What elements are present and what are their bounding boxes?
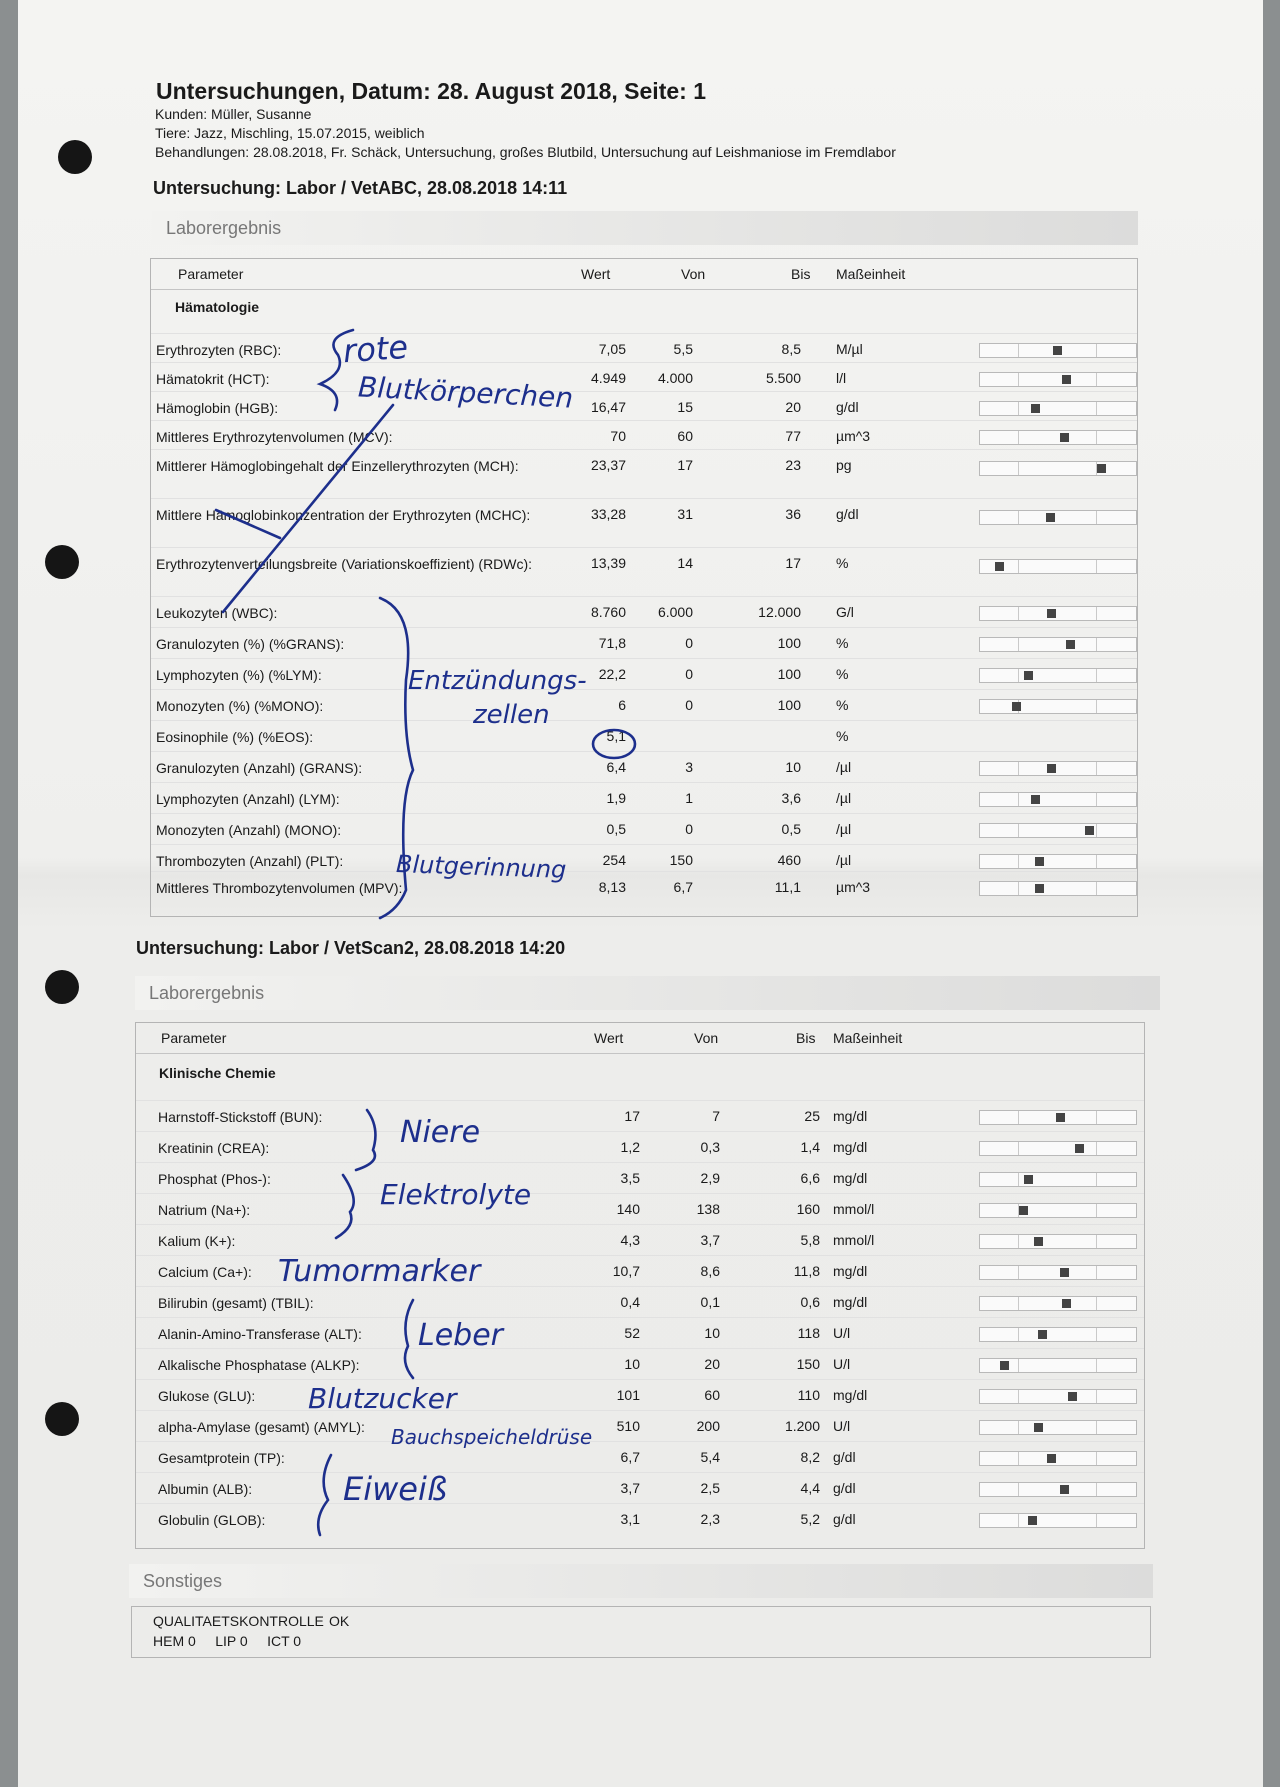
note-blutzucker: Blutzucker xyxy=(308,1382,457,1415)
range-min: 1 xyxy=(685,790,693,806)
range-max: 8,2 xyxy=(800,1449,820,1465)
parameter-label: Kalium (K+): xyxy=(158,1233,236,1249)
range-max: 11,1 xyxy=(774,879,801,895)
lab-report-sheet xyxy=(18,0,1263,1787)
parameter-label: Mittleres Erythrozytenvolumen (MCV): xyxy=(156,429,393,445)
exam2-title: Untersuchung: Labor / VetScan2, 28.08.2018 14:20 xyxy=(136,938,566,958)
value: 22,2 xyxy=(598,666,626,682)
range-max: 25 xyxy=(804,1108,820,1124)
range-min: 15 xyxy=(677,399,693,415)
unit: mg/dl xyxy=(833,1387,868,1403)
range-max: 23 xyxy=(785,457,801,473)
range-max: 110 xyxy=(797,1387,820,1403)
range-min: 10 xyxy=(704,1325,720,1341)
value: 17 xyxy=(624,1108,640,1124)
parameter-label: Hämoglobin (HGB): xyxy=(156,400,279,416)
note-tumormarker: Tumormarker xyxy=(278,1254,481,1289)
range-min: 3 xyxy=(685,759,693,775)
parameter-label: Mittlere Hämoglobinkonzentration der Erythrozyten (MCHC): xyxy=(156,507,531,523)
value: 10 xyxy=(624,1356,640,1372)
value: 8,13 xyxy=(598,879,626,895)
note-elektrolyte: Elektrolyte xyxy=(380,1178,532,1211)
range-min: 0 xyxy=(685,635,693,651)
note-zellen: zellen xyxy=(473,700,550,730)
unit: /µl xyxy=(836,821,852,837)
value: 0,5 xyxy=(606,821,626,837)
col-von: Von xyxy=(681,266,706,282)
value: 510 xyxy=(616,1418,640,1434)
range-max: 1.200 xyxy=(784,1418,820,1434)
ink-brace-liver xyxy=(405,1300,413,1378)
value: 3,1 xyxy=(620,1511,640,1527)
unit: % xyxy=(836,666,849,682)
parameter-label: alpha-Amylase (gesamt) (AMYL): xyxy=(158,1419,365,1435)
unit: g/dl xyxy=(833,1449,856,1465)
value: 254 xyxy=(602,852,626,868)
col-von: Von xyxy=(694,1030,719,1046)
ink-brace-electrolytes xyxy=(336,1175,354,1238)
unit: µm^3 xyxy=(836,879,871,895)
parameter-label: Hämatokrit (HCT): xyxy=(156,371,270,387)
range-max: 0,6 xyxy=(800,1294,820,1310)
qc-label: QUALITAETSKONTROLLE xyxy=(153,1613,324,1629)
parameter-label: Bilirubin (gesamt) (TBIL): xyxy=(158,1295,314,1311)
unit: mg/dl xyxy=(833,1263,868,1279)
range-max: 1,4 xyxy=(800,1139,820,1155)
range-max: 11,8 xyxy=(793,1263,820,1279)
value: 13,39 xyxy=(590,555,626,571)
parameter-label: Mittlerer Hämoglobingehalt der Einzellerythrozyten (MCH): xyxy=(156,458,519,474)
col-parameter: Parameter xyxy=(178,266,244,282)
value: 6,4 xyxy=(606,759,626,775)
range-min: 6.000 xyxy=(657,604,693,620)
parameter-label: Erythrozyten (RBC): xyxy=(156,342,282,358)
col-wert: Wert xyxy=(594,1030,624,1046)
parameter-label: Leukozyten (WBC): xyxy=(156,605,278,621)
exam1-band-label: Laborergebnis xyxy=(166,218,282,238)
unit: % xyxy=(836,728,849,744)
range-max: 160 xyxy=(796,1201,820,1217)
col-bis: Bis xyxy=(796,1030,816,1046)
parameter-label: Alanin-Amino-Transferase (ALT): xyxy=(158,1326,362,1342)
note-eiweiss: Eiweiß xyxy=(343,1470,448,1508)
value: 71,8 xyxy=(598,635,626,651)
range-min: 4.000 xyxy=(657,370,693,386)
unit: U/l xyxy=(833,1325,851,1341)
ink-brace-red-cells xyxy=(320,330,353,410)
range-max: 36 xyxy=(785,506,801,522)
value: 1,9 xyxy=(606,790,626,806)
parameter-label: Erythrozytenverteilungsbreite (Variationskoeffizient) (RDWc): xyxy=(156,556,533,572)
value: 6,7 xyxy=(620,1449,640,1465)
unit: U/l xyxy=(833,1356,851,1372)
range-max: 10 xyxy=(785,759,801,775)
value: 7,05 xyxy=(598,341,626,357)
treatment-line: Behandlungen: 28.08.2018, Fr. Schäck, Untersuchung, großes Blutbild, Untersuchung auf Leishmaniose im Fremdlabor xyxy=(155,144,896,160)
range-max: 4,4 xyxy=(800,1480,820,1496)
parameter-label: Calcium (Ca+): xyxy=(158,1264,252,1280)
col-einheit: Maßeinheit xyxy=(836,266,906,282)
value: 6 xyxy=(618,697,626,713)
note-niere: Niere xyxy=(400,1115,481,1150)
customer-line: Kunden: Müller, Susanne xyxy=(155,106,312,122)
range-min: 20 xyxy=(704,1356,720,1372)
range-min: 17 xyxy=(677,457,693,473)
range-min: 150 xyxy=(669,852,693,868)
other-band-label: Sonstiges xyxy=(143,1571,223,1591)
unit: /µl xyxy=(836,852,852,868)
ink-brace-protein xyxy=(318,1455,331,1535)
note-entzuendungs: Entzündungs- xyxy=(408,666,587,696)
parameter-label: Mittleres Thrombozytenvolumen (MPV): xyxy=(156,880,403,896)
parameter-label: Monozyten (%) (%MONO): xyxy=(156,698,324,714)
document-title: Untersuchungen, Datum: 28. August 2018, Seite: 1 xyxy=(156,78,706,104)
range-max: 5,2 xyxy=(800,1511,820,1527)
range-max: 17 xyxy=(785,555,801,571)
qc-indices: HEM 0 LIP 0 ICT 0 xyxy=(153,1633,302,1649)
group-title: Klinische Chemie xyxy=(159,1065,276,1081)
range-min: 7 xyxy=(712,1108,720,1124)
range-min: 200 xyxy=(696,1418,720,1434)
range-min: 5,5 xyxy=(673,341,693,357)
unit: % xyxy=(836,697,849,713)
value: 101 xyxy=(616,1387,640,1403)
exam1-title: Untersuchung: Labor / VetABC, 28.08.2018 14:11 xyxy=(153,178,568,198)
note-rote: rote xyxy=(341,327,410,371)
ink-brace-kidney xyxy=(356,1110,375,1170)
parameter-label: Monozyten (Anzahl) (MONO): xyxy=(156,822,342,838)
value: 52 xyxy=(624,1325,640,1341)
value: 23,37 xyxy=(590,457,626,473)
parameter-label: Granulozyten (%) (%GRANS): xyxy=(156,636,345,652)
range-max: 0,5 xyxy=(781,821,801,837)
parameter-label: Lymphozyten (Anzahl) (LYM): xyxy=(156,791,340,807)
parameter-label: Lymphozyten (%) (%LYM): xyxy=(156,667,322,683)
ink-brace-white-cells xyxy=(380,598,413,918)
ink-strike xyxy=(216,510,280,538)
range-max: 20 xyxy=(785,399,801,415)
range-max: 5,8 xyxy=(800,1232,820,1248)
value: 140 xyxy=(616,1201,640,1217)
qc-value: OK xyxy=(329,1613,350,1629)
parameter-label: Granulozyten (Anzahl) (GRANS): xyxy=(156,760,363,776)
note-blutgerinnung: Blutgerinnung xyxy=(395,850,567,884)
parameter-label: Gesamtprotein (TP): xyxy=(158,1450,285,1466)
unit: mmol/l xyxy=(833,1232,875,1248)
range-min: 60 xyxy=(704,1387,720,1403)
unit: M/µl xyxy=(836,341,863,357)
parameter-label: Albumin (ALB): xyxy=(158,1481,253,1497)
value: 3,5 xyxy=(620,1170,640,1186)
parameter-label: Eosinophile (%) (%EOS): xyxy=(156,729,314,745)
parameter-label: Alkalische Phosphatase (ALKP): xyxy=(158,1357,360,1373)
unit: g/dl xyxy=(833,1511,856,1527)
unit: mg/dl xyxy=(833,1170,868,1186)
group-title: Hämatologie xyxy=(175,299,260,315)
note-leber: Leber xyxy=(418,1318,504,1353)
value: 33,28 xyxy=(590,506,626,522)
range-max: 100 xyxy=(777,666,801,682)
range-max: 118 xyxy=(797,1325,820,1341)
range-min: 60 xyxy=(677,428,693,444)
value: 5,1 xyxy=(606,728,626,744)
value: 0,4 xyxy=(620,1294,640,1310)
parameter-label: Glukose (GLU): xyxy=(158,1388,256,1404)
range-min: 138 xyxy=(696,1201,720,1217)
range-min: 8,6 xyxy=(700,1263,720,1279)
unit: pg xyxy=(836,457,852,473)
range-min: 6,7 xyxy=(673,879,693,895)
col-bis: Bis xyxy=(791,266,811,282)
exam2-band-label: Laborergebnis xyxy=(149,983,265,1003)
value: 1,2 xyxy=(620,1139,640,1155)
parameter-label: Kreatinin (CREA): xyxy=(158,1140,270,1156)
value: 10,7 xyxy=(612,1263,640,1279)
unit: mmol/l xyxy=(833,1201,875,1217)
parameter-label: Thrombozyten (Anzahl) (PLT): xyxy=(156,853,344,869)
unit: /µl xyxy=(836,759,852,775)
ink-circle-eos xyxy=(593,730,635,758)
unit: g/dl xyxy=(833,1480,856,1496)
range-max: 77 xyxy=(785,428,801,444)
unit: g/dl xyxy=(836,506,859,522)
parameter-label: Globulin (GLOB): xyxy=(158,1512,266,1528)
unit: mg/dl xyxy=(833,1139,868,1155)
range-max: 460 xyxy=(777,852,801,868)
unit: l/l xyxy=(836,370,847,386)
range-min: 0 xyxy=(685,666,693,682)
unit: % xyxy=(836,635,849,651)
range-max: 3,6 xyxy=(781,790,801,806)
range-min: 0 xyxy=(685,821,693,837)
range-max: 5.500 xyxy=(765,370,801,386)
ink-marks xyxy=(18,0,1263,1787)
range-min: 0,1 xyxy=(700,1294,720,1310)
ink-strike xyxy=(223,405,393,612)
range-min: 0,3 xyxy=(700,1139,720,1155)
range-min: 2,9 xyxy=(700,1170,720,1186)
value: 4.949 xyxy=(590,370,626,386)
value: 3,7 xyxy=(620,1480,640,1496)
range-min: 5,4 xyxy=(700,1449,720,1465)
range-min: 0 xyxy=(685,697,693,713)
range-max: 6,6 xyxy=(800,1170,820,1186)
unit: µm^3 xyxy=(836,428,871,444)
parameter-label: Harnstoff-Stickstoff (BUN): xyxy=(158,1109,323,1125)
range-max: 100 xyxy=(777,635,801,651)
unit: g/dl xyxy=(836,399,859,415)
col-wert: Wert xyxy=(581,266,611,282)
range-min: 2,5 xyxy=(700,1480,720,1496)
range-max: 150 xyxy=(796,1356,820,1372)
range-max: 100 xyxy=(777,697,801,713)
unit: mg/dl xyxy=(833,1108,868,1124)
unit: G/l xyxy=(836,604,854,620)
range-min: 14 xyxy=(677,555,693,571)
unit: mg/dl xyxy=(833,1294,868,1310)
range-min: 3,7 xyxy=(700,1232,720,1248)
parameter-label: Natrium (Na+): xyxy=(158,1202,251,1218)
animal-line: Tiere: Jazz, Mischling, 15.07.2015, weiblich xyxy=(155,125,425,141)
range-max: 8,5 xyxy=(781,341,801,357)
parameter-label: Phosphat (Phos-): xyxy=(158,1171,271,1187)
range-min: 2,3 xyxy=(700,1511,720,1527)
value: 4,3 xyxy=(620,1232,640,1248)
value: 8.760 xyxy=(590,604,626,620)
col-parameter: Parameter xyxy=(161,1030,227,1046)
col-einheit: Maßeinheit xyxy=(833,1030,903,1046)
value: 16,47 xyxy=(590,399,626,415)
unit: U/l xyxy=(833,1418,851,1434)
range-min: 31 xyxy=(677,506,693,522)
range-max: 12.000 xyxy=(758,604,801,620)
note-bauchspeicheldruese: Bauchspeicheldrüse xyxy=(391,1425,593,1449)
note-blutkoerperchen: Blutkörperchen xyxy=(357,370,574,415)
value: 70 xyxy=(610,428,626,444)
unit: /µl xyxy=(836,790,852,806)
unit: % xyxy=(836,555,849,571)
